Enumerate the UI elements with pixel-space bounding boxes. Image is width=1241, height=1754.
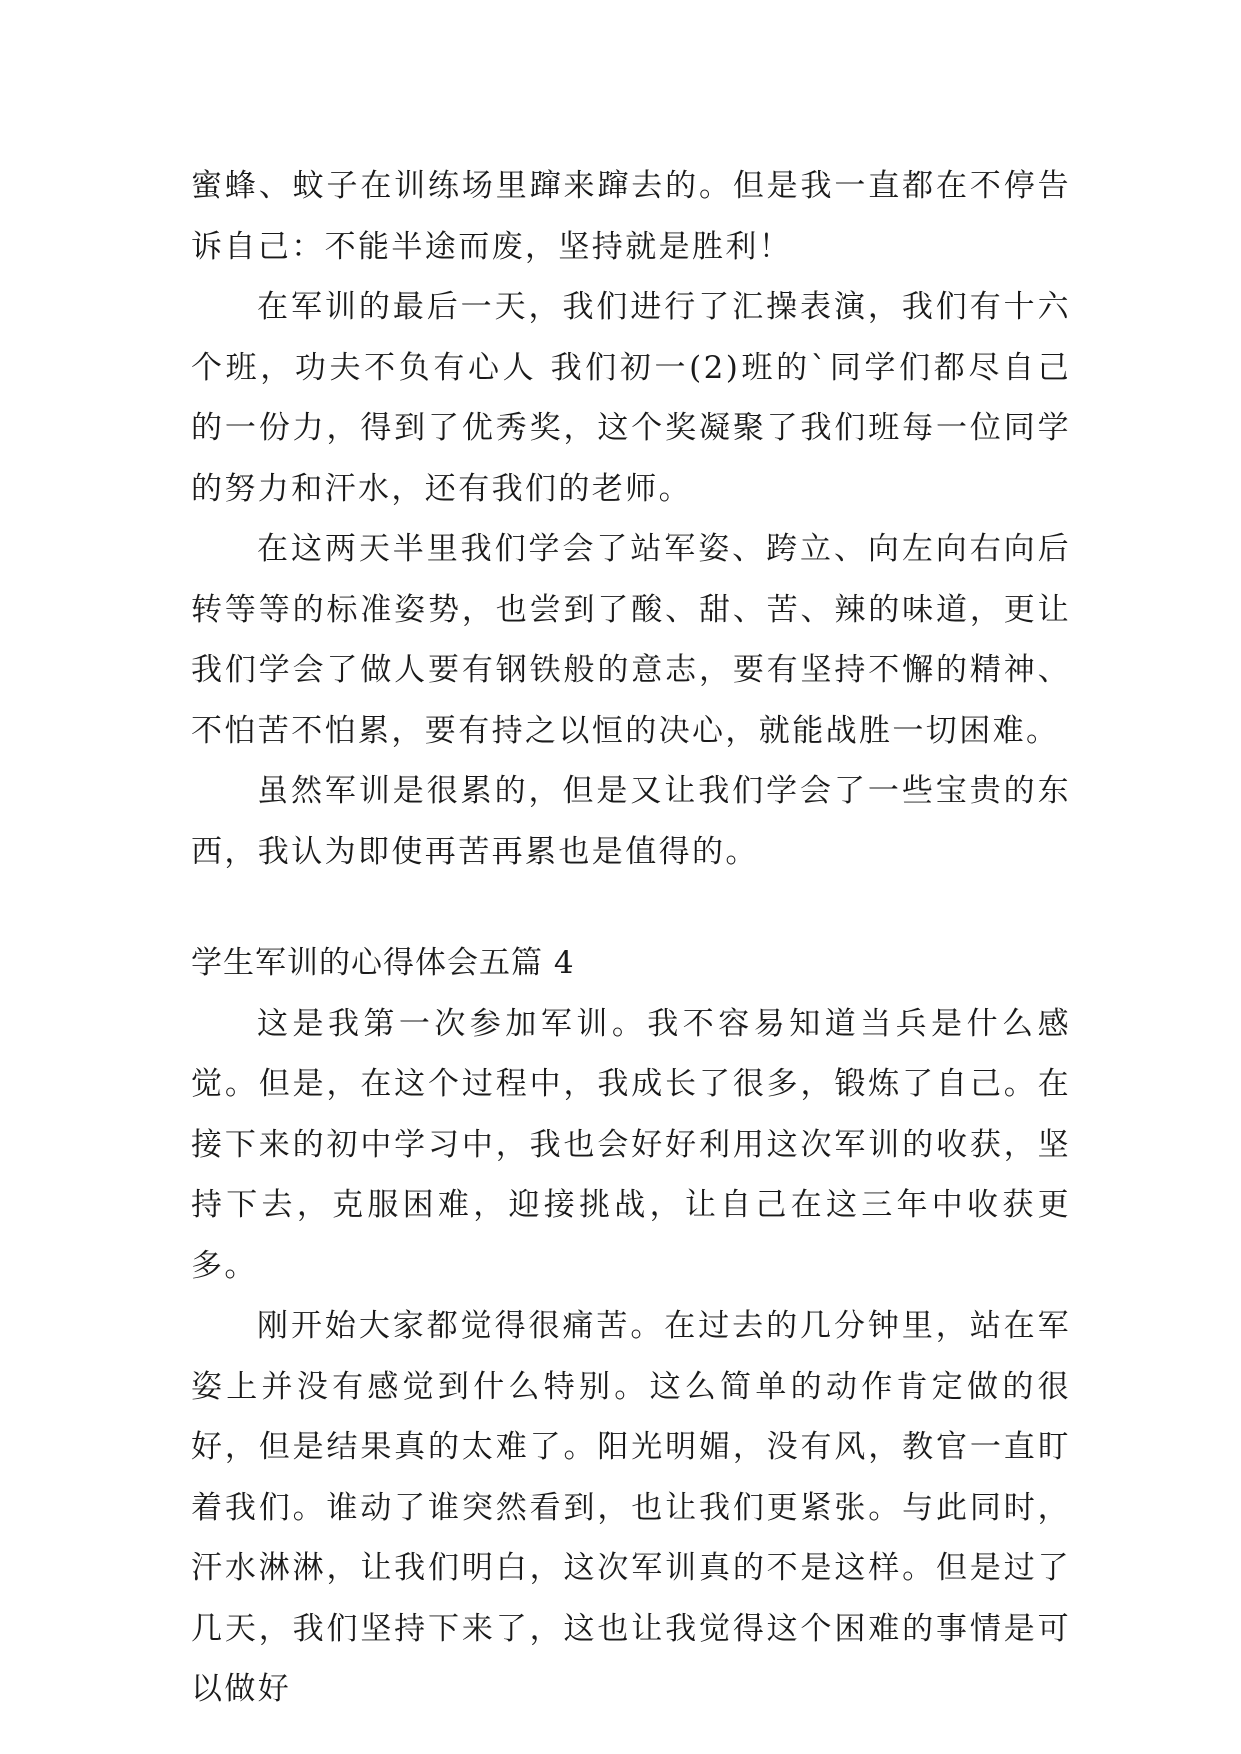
section-title: 学生军训的心得体会五篇 4 (191, 945, 575, 981)
paragraph-skills: 在这两天半里我们学会了站军姿、跨立、向左向右向后转等等的标准姿势，也尝到了酸、甜、苦、辣的味道，更让我们学会了做人要有钢铁般的意志，要有坚持不懈的精神、不怕苦不怕累，要有持之以恒的决心，就能战胜一切困难。 (191, 531, 1071, 749)
paragraph-hardship: 刚开始大家都觉得很痛苦。在过去的几分钟里，站在军姿上并没有感觉到什么特别。这么简单的动作肯定做的很好，但是结果真的太难了。阳光明媚，没有风，教官一直盯着我们。谁动了谁突然看到，也让我们更紧张。与此同时，汗水淋淋，让我们明白，这次军训真的不是这样。但是过了几天，我们坚持下来了，这也让我觉得这个困难的事情是可以做好 (191, 1308, 1071, 1707)
paragraph-performance: 在军训的最后一天，我们进行了汇操表演，我们有十六个班，功夫不负有心人 我们初一(2)班的`同学们都尽自己的一份力，得到了优秀奖，这个奖凝聚了我们班每一位同学的努力和汗水，还有我们的老师。 (191, 289, 1071, 507)
document-body (191, 156, 1071, 1720)
paragraph-conclusion: 虽然军训是很累的，但是又让我们学会了一些宝贵的东西，我认为即使再苦再累也是值得的。 (191, 773, 1071, 870)
paragraph-continuation: 蜜蜂、蚊子在训练场里蹿来蹿去的。但是我一直都在不停告诉自己：不能半途而废，坚持就是胜利！ (191, 168, 1071, 265)
paragraph-first-training: 这是我第一次参加军训。我不容易知道当兵是什么感觉。但是，在这个过程中，我成长了很多，锻炼了自己。在接下来的初中学习中，我也会好好利用这次军训的收获，坚持下去，克服困难，迎接挑战，让自己在这三年中收获更多。 (191, 1005, 1071, 1284)
